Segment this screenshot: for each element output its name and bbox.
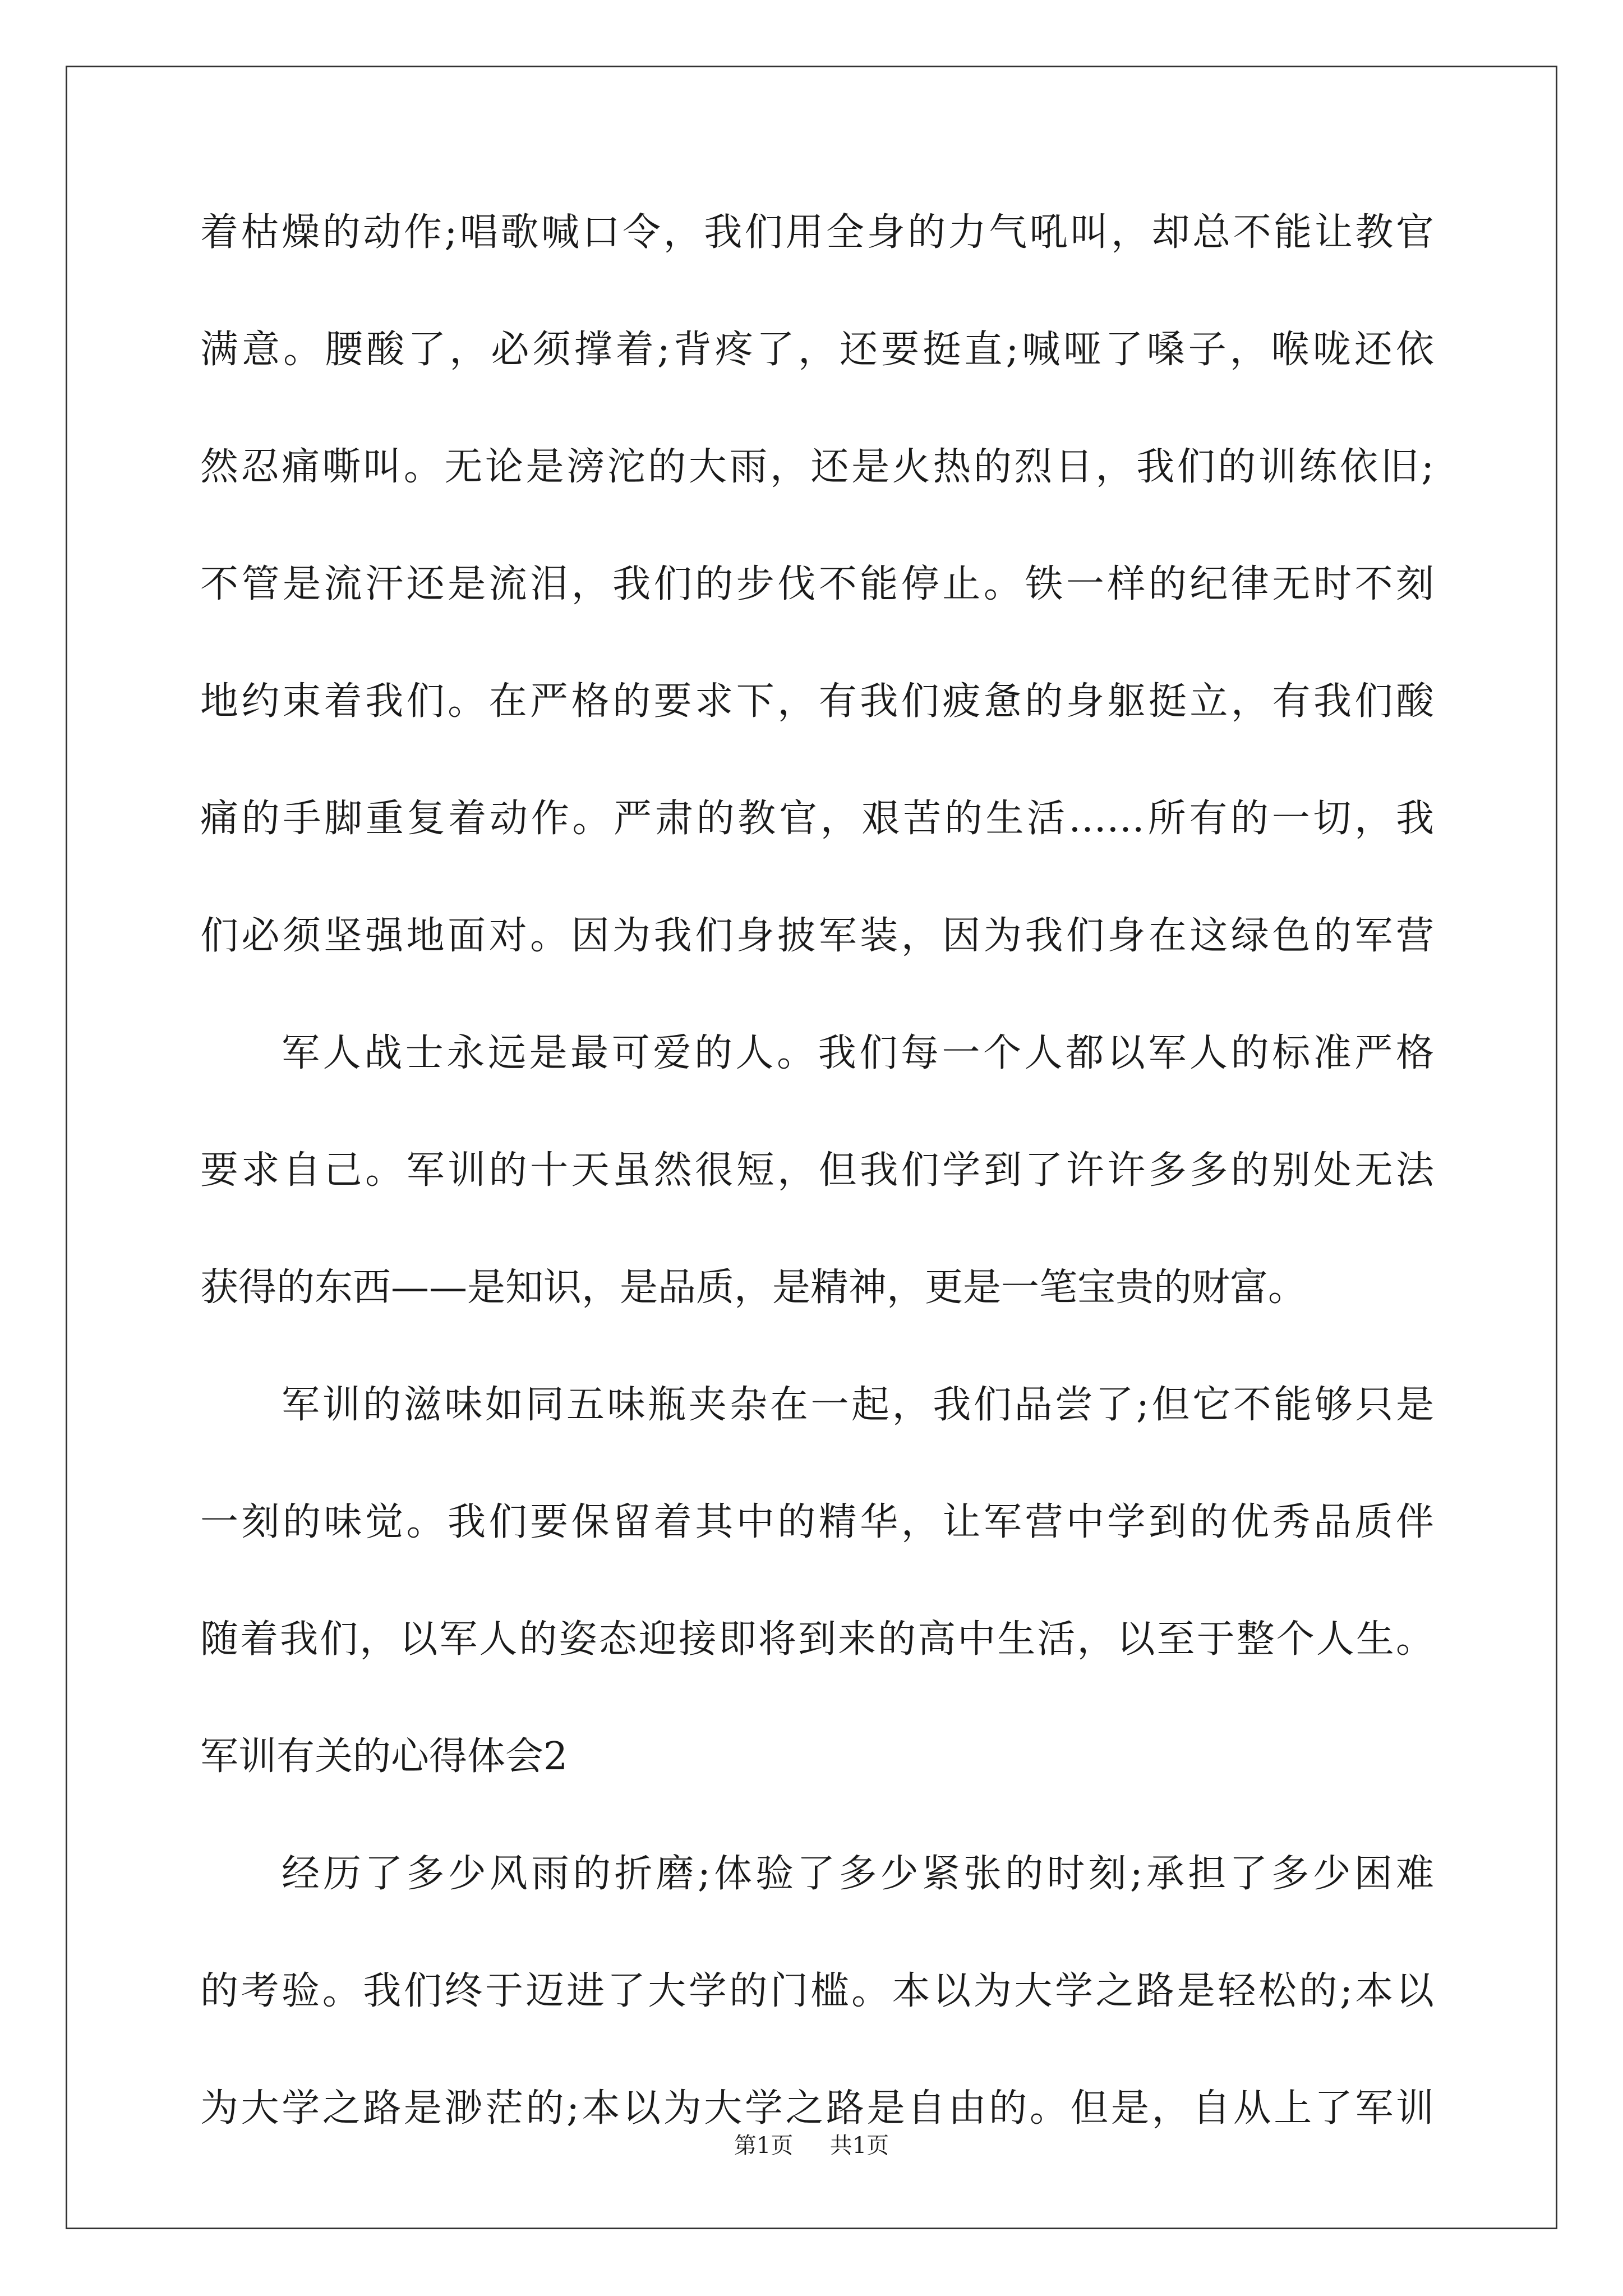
paragraph-first-line: 经历了多少风雨的折磨;体验了多少紧张的时刻;承担了多少困难 — [282, 1852, 1434, 1896]
text-line: 随着我们，以军人的姿态迎接即将到来的高中生活，以至于整个人生。 — [200, 1617, 1434, 1662]
page-footer — [0, 2132, 1623, 2160]
text-line: 着枯燥的动作;唱歌喊口令，我们用全身的力气吼叫，却总不能让教官 — [200, 210, 1434, 255]
text-line: 痛的手脚重复着动作。严肃的教官，艰苦的生活……所有的一切，我 — [200, 797, 1434, 841]
text-line: 满意。腰酸了，必须撑着;背疼了，还要挺直;喊哑了嗓子，喉咙还依 — [200, 328, 1434, 372]
text-line: 然忍痛嘶叫。无论是滂沱的大雨，还是火热的烈日，我们的训练依旧; — [200, 445, 1434, 489]
text-line: 为大学之路是渺茫的;本以为大学之路是自由的。但是，自从上了军训 — [200, 2086, 1434, 2131]
text-line: 一刻的味觉。我们要保留着其中的精华，让军营中学到的优秀品质伴 — [200, 1500, 1434, 1544]
paragraph-first-line: 军训的滋味如同五味瓶夹杂在一起，我们品尝了;但它不能够只是 — [282, 1383, 1434, 1427]
text-line: 获得的东西——是知识，是品质，是精神，更是一笔宝贵的财富。 — [200, 1266, 1307, 1310]
section-heading: 军训有关的心得体会2 — [200, 1734, 568, 1779]
text-line: 要求自己。军训的十天虽然很短，但我们学到了许许多多的别处无法 — [200, 1148, 1434, 1193]
page-number: 第1页 — [734, 2133, 794, 2159]
document-body — [200, 208, 1434, 2201]
page-total: 共1页 — [829, 2133, 889, 2159]
text-line: 们必须坚强地面对。因为我们身披军装，因为我们身在这绿色的军营 — [200, 914, 1434, 958]
text-line: 地约束着我们。在严格的要求下，有我们疲惫的身躯挺立，有我们酸 — [200, 679, 1434, 724]
text-line: 的考验。我们终于迈进了大学的门槛。本以为大学之路是轻松的;本以 — [200, 1969, 1434, 2013]
text-line: 不管是流汗还是流泪，我们的步伐不能停止。铁一样的纪律无时不刻 — [200, 562, 1434, 606]
paragraph-first-line: 军人战士永远是最可爱的人。我们每一个人都以军人的标准严格 — [282, 1031, 1434, 1075]
